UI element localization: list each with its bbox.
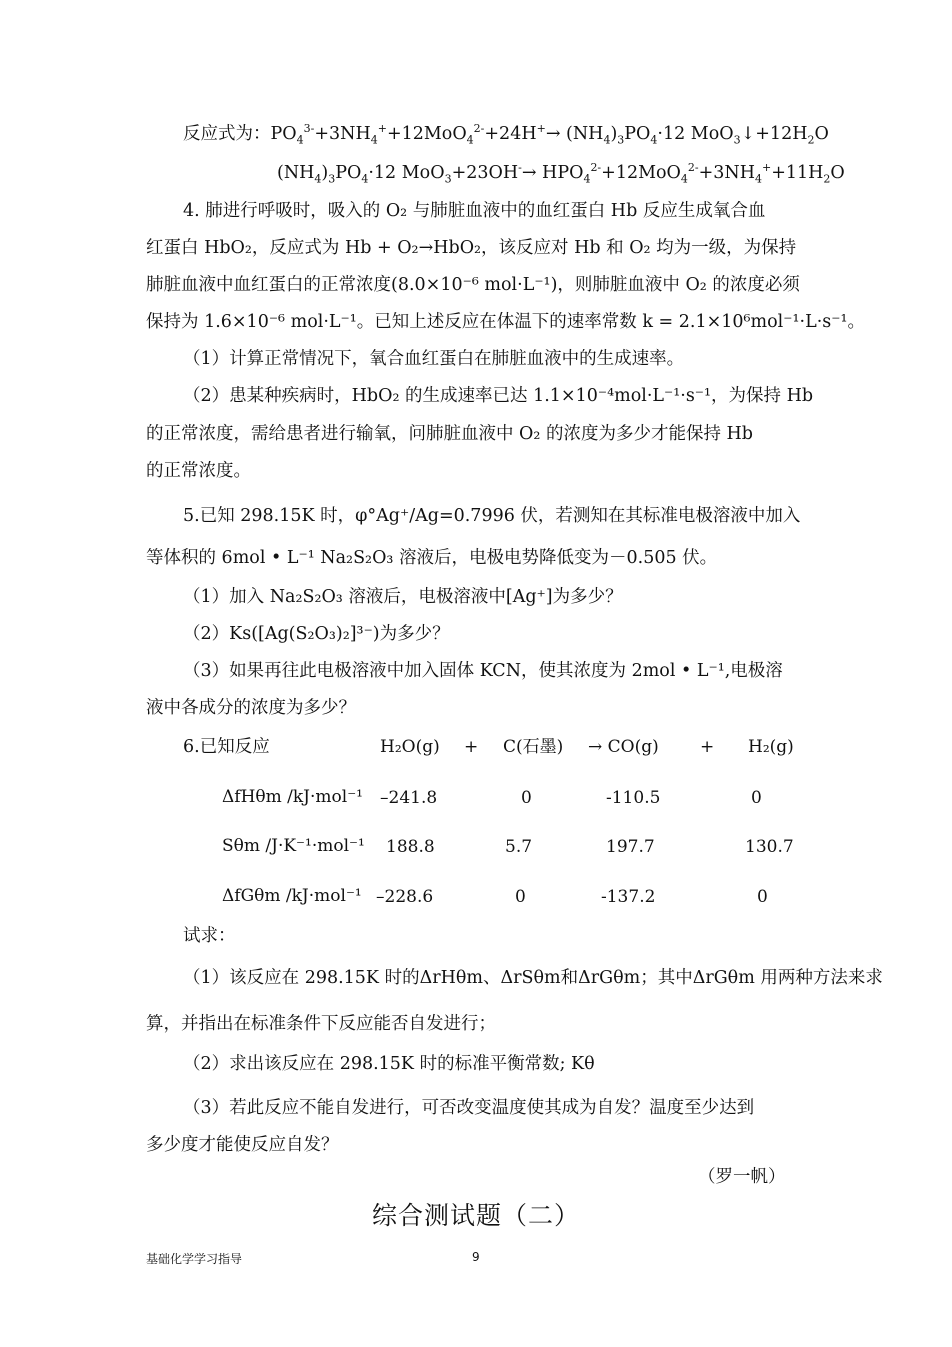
q6-row-label-enthalpy: ΔfHθm /kJ·mol⁻¹ [222,787,363,807]
q6-cell: 0 [521,788,532,808]
q6-species-c: C(石墨) [503,737,564,757]
q5-line-2: 等体积的 6mol • L⁻¹ Na₂S₂O₃ 溶液后，电极电势降低变为－0.505 伏。 [146,548,718,568]
q6-cell: 197.7 [606,837,655,857]
q6-species-co: → CO(g) [588,737,659,757]
q5-part-2: （2）Ks([Ag(S₂O₃)₂]³⁻)为多少？ [183,624,450,644]
q6-cell: -110.5 [606,788,661,808]
q6-ask: 试求： [183,926,236,946]
footer-book-title: 基础化学学习指导 [146,1252,243,1266]
q6-part-2: （2）求出该反应在 298.15K 时的标准平衡常数; Kθ [183,1054,595,1074]
q6-row-label-gibbs: ΔfGθm /kJ·mol⁻¹ [222,886,362,906]
q6-row-label-entropy: Sθm /J·K⁻¹·mol⁻¹ [222,836,365,856]
q4-part-2b: 的正常浓度，需给患者进行输氧，问肺脏血液中 O₂ 的浓度为多少才能保持 Hb [146,424,754,444]
footer-page-number: 9 [472,1250,480,1264]
q6-species-h2: H₂(g) [748,737,794,757]
q6-cell: -137.2 [601,887,656,907]
reaction-equation-1: 反应式为：$PO_4^{3-}+3NH_4^++12MoO_4^{2-}+24H^+\to (NH_4)_3PO_4\cdot 12$ $MoO_3↓+12H_2O$ [183,122,829,147]
q6-species-plus-2: + [700,737,715,757]
q4-part-1: （1）计算正常情况下，氧合血红蛋白在肺脏血液中的生成速率。 [183,349,685,369]
q6-cell: 188.8 [386,837,435,857]
q6-author: （罗一帆） [698,1167,786,1187]
q5-part-3b: 液中各成分的浓度为多少？ [146,698,356,718]
q6-part-1a: （1）该反应在 298.15K 时的ΔrHθm、ΔrSθm和ΔrGθm；其中ΔrGθm 用两种方法来求 [183,968,883,988]
q4-line-2: 红蛋白 HbO₂，反应式为 Hb + O₂→HbO₂，该反应对 Hb 和 O₂ 均为一级，为保持 [146,238,797,258]
q6-part-3b: 多少度才能使反应自发？ [146,1135,339,1155]
q4-line-1: 4. 肺进行呼吸时，吸入的 O₂ 与肺脏血液中的血红蛋白 Hb 反应生成氧合血 [183,201,766,221]
section-title: 综合测试题（二） [371,1201,580,1230]
q5-line-1: 5.已知 298.15K 时，φ°Ag⁺/Ag=0.7996 伏，若测知在其标准电极溶液中加入 [183,506,801,526]
q6-cell: 0 [515,887,526,907]
q6-species-h2o: H₂O(g) [380,737,440,757]
q6-intro: 6.已知反应 [183,737,270,757]
q6-cell: –228.6 [376,887,434,907]
q5-part-1: （1）加入 Na₂S₂O₃ 溶液后，电极溶液中[Ag⁺]为多少？ [183,587,623,607]
reaction-label: 反应式为： [183,124,271,144]
q4-line-4: 保持为 1.6×10⁻⁶ mol·L⁻¹。已知上述反应在体温下的速率常数 k = 2.1×10⁶mol⁻¹·L·s⁻¹。 [146,312,865,332]
q6-cell: 0 [751,788,762,808]
q6-part-3a: （3）若此反应不能自发进行，可否改变温度使其成为自发？温度至少达到 [183,1098,755,1118]
q6-cell: 130.7 [745,837,794,857]
q5-part-3a: （3）如果再往此电极溶液中加入固体 KCN，使其浓度为 2mol • L⁻¹,电极溶 [183,661,783,681]
q6-part-1b: 算，并指出在标准条件下反应能否自发进行； [146,1014,496,1034]
q6-species-plus-1: + [464,737,479,757]
q4-part-2c: 的正常浓度。 [146,461,251,481]
q6-cell: 5.7 [505,837,533,857]
q6-cell: –241.8 [380,788,438,808]
q6-cell: 0 [757,887,768,907]
q4-line-3: 肺脏血液中血红蛋白的正常浓度(8.0×10⁻⁶ mol·L⁻¹)，则肺脏血液中 O₂ 的浓度必须 [146,275,800,295]
reaction-equation-2: $(NH_4)_3PO_4\cdot 12$ $MoO_3+23OH^-\to HPO_4^{2-}+12MoO_4^{2-}+3NH_4^++11H_2O$ [277,161,845,186]
q4-part-2a: （2）患某种疾病时，HbO₂ 的生成速率已达 1.1×10⁻⁴mol·L⁻¹·s⁻¹，为保持 Hb [183,386,814,406]
